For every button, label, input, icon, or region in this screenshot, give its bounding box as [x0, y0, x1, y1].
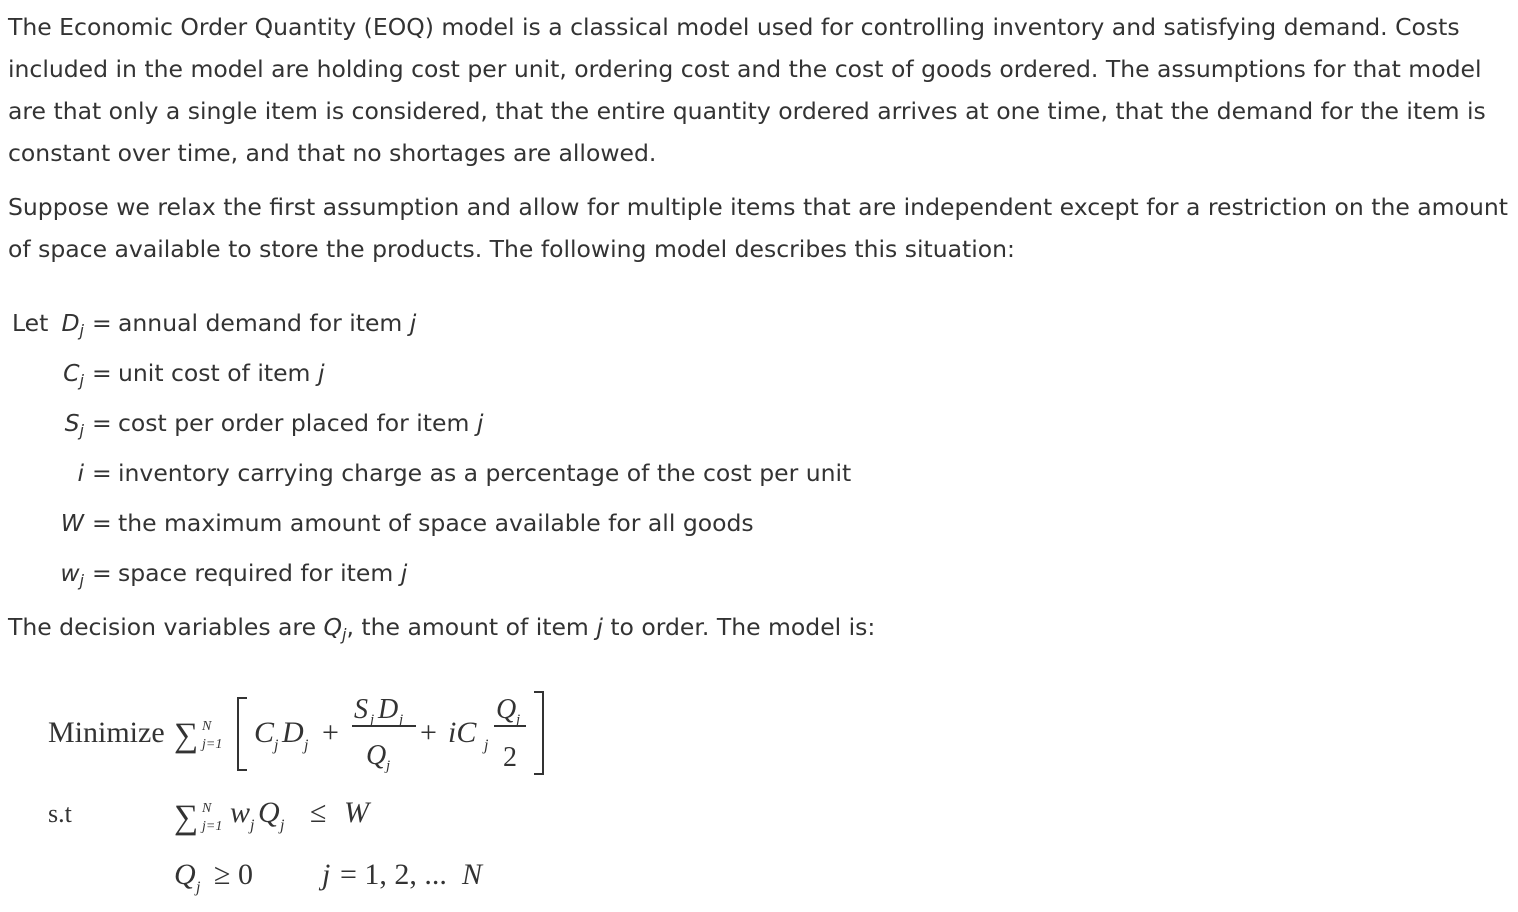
definition-symbol: i	[77, 459, 84, 487]
equals-sign: =	[92, 309, 112, 337]
svg-text:≤: ≤	[310, 796, 327, 829]
right-bracket	[534, 692, 543, 774]
optimization-model	[0, 652, 1518, 912]
svg-text:N: N	[202, 801, 212, 816]
definition-symbol: $S_j$	[64, 409, 84, 440]
definition-symbol: W	[60, 509, 84, 537]
equals-sign: =	[92, 409, 112, 437]
equals-sign: =	[92, 559, 112, 587]
svg-text:j: j	[399, 712, 404, 728]
let-label: Let	[12, 309, 49, 337]
left-bracket	[238, 698, 247, 770]
decision-variables-sentence: The decision variables are $Q_j$, the amount of item j to order. The model is:	[8, 613, 876, 644]
svg-text:Q: Q	[366, 740, 387, 771]
svg-text:Q: Q	[258, 796, 280, 829]
svg-text:C: C	[254, 716, 275, 749]
svg-text:j: j	[304, 737, 309, 754]
svg-text:j: j	[280, 817, 285, 834]
svg-text:2: 2	[503, 742, 517, 773]
svg-text:Q: Q	[174, 858, 196, 891]
svg-text:D: D	[378, 694, 399, 725]
minimize-label: Minimize	[48, 716, 165, 749]
svg-text:j: j	[274, 737, 279, 754]
svg-text:j: j	[484, 737, 489, 754]
svg-text:= 1, 2, ...: = 1, 2, ...	[340, 858, 447, 891]
subject-to-label: s.t	[48, 799, 72, 828]
svg-text:+: +	[322, 716, 339, 749]
definition-text: space required for item j	[118, 559, 408, 587]
sum-upper-limit: N	[202, 719, 212, 734]
svg-text:iC: iC	[448, 716, 477, 749]
svg-text:j: j	[516, 712, 521, 728]
definition-symbol: $w_j$	[60, 559, 84, 590]
summation-sign: ∑	[174, 717, 199, 754]
svg-text:j: j	[386, 758, 391, 774]
svg-text:∑: ∑	[174, 799, 199, 836]
svg-text:Q: Q	[496, 694, 517, 725]
definition-text: annual demand for item j	[118, 309, 417, 337]
svg-text:j: j	[322, 858, 331, 891]
intro-paragraph-1: The Economic Order Quantity (EOQ) model is a classical model used for controlling inventory and satisfying demand. Costs included in the model are holding cost per unit, ordering cost and the cost of goods ordered. The assumptions for that model are that only a single item is considered, that the entire quantity ordered arrives at one time, that the demand for the item is constant over time, and that no shortages are allowed.	[8, 13, 1486, 167]
sum-lower-limit: j=1	[202, 737, 223, 752]
definition-text: unit cost of item j	[118, 359, 325, 387]
svg-text:D: D	[282, 716, 304, 749]
svg-text:j: j	[370, 712, 375, 728]
definition-text: inventory carrying charge as a percentage of the cost per unit	[118, 459, 852, 487]
equals-sign: =	[92, 509, 112, 537]
svg-text:j: j	[250, 817, 255, 834]
svg-text:W: W	[344, 796, 369, 829]
svg-text:j=1: j=1	[202, 819, 223, 834]
equals-sign: =	[92, 459, 112, 487]
svg-text:≥ 0: ≥ 0	[214, 858, 253, 891]
intro-paragraph-2: Suppose we relax the first assumption and allow for multiple items that are independent except for a restriction on the amount of space available to store the products. The following model describes this situation:	[8, 193, 1508, 263]
definition-text: the maximum amount of space available for all goods	[118, 509, 754, 537]
definition-symbol: $D_j$	[61, 309, 84, 340]
definition-symbol: $C_j$	[63, 359, 84, 390]
equals-sign: =	[92, 359, 112, 387]
svg-text:j: j	[196, 879, 201, 896]
svg-text:+: +	[420, 716, 437, 749]
definition-text: cost per order placed for item j	[118, 409, 484, 437]
svg-text:N: N	[462, 858, 483, 891]
svg-text:S: S	[354, 694, 368, 725]
svg-text:w: w	[230, 796, 251, 829]
